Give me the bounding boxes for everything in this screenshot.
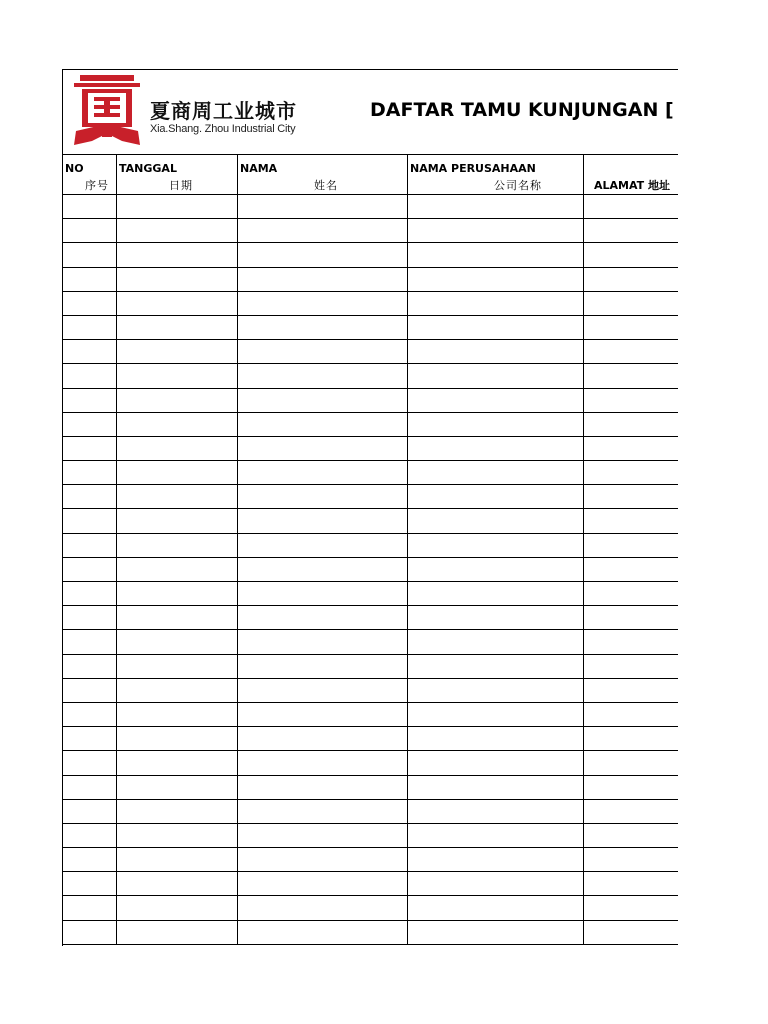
table-cell[interactable]	[238, 896, 408, 920]
table-cell[interactable]	[584, 920, 679, 944]
table-cell[interactable]	[584, 751, 679, 775]
table-cell[interactable]	[584, 243, 679, 267]
table-cell[interactable]	[584, 533, 679, 557]
table-row	[63, 872, 679, 896]
table-cell[interactable]	[63, 848, 117, 872]
table-cell[interactable]	[584, 799, 679, 823]
table-cell[interactable]	[117, 823, 238, 847]
table-cell[interactable]	[63, 195, 117, 219]
table-cell[interactable]	[63, 436, 117, 460]
table-row	[63, 823, 679, 847]
table-cell[interactable]	[63, 775, 117, 799]
table-cell[interactable]	[238, 582, 408, 606]
table-cell[interactable]	[63, 727, 117, 751]
table-cell[interactable]	[584, 823, 679, 847]
table-cell[interactable]	[63, 823, 117, 847]
column-header-tanggal	[117, 155, 238, 195]
table-row	[63, 461, 679, 485]
table-cell[interactable]	[63, 412, 117, 436]
table-cell[interactable]	[408, 775, 584, 799]
table-cell[interactable]	[117, 896, 238, 920]
table-cell[interactable]	[117, 848, 238, 872]
logo-emblem-icon	[72, 75, 142, 147]
column-label-alamat: ALAMAT 地址	[594, 179, 670, 192]
table-cell[interactable]	[117, 533, 238, 557]
table-cell[interactable]	[238, 533, 408, 557]
table-row	[63, 485, 679, 509]
table-row	[63, 412, 679, 436]
table-cell[interactable]	[238, 412, 408, 436]
table-cell[interactable]	[584, 654, 679, 678]
table-cell[interactable]	[238, 195, 408, 219]
table-cell[interactable]	[117, 509, 238, 533]
table-cell[interactable]	[63, 533, 117, 557]
table-cell[interactable]	[584, 340, 679, 364]
table-cell[interactable]	[63, 340, 117, 364]
table-cell[interactable]	[238, 388, 408, 412]
table-cell[interactable]	[584, 606, 679, 630]
table-cell[interactable]	[408, 461, 584, 485]
table-cell[interactable]	[238, 727, 408, 751]
table-cell[interactable]	[117, 678, 238, 702]
table-cell[interactable]	[584, 364, 679, 388]
table-cell[interactable]	[63, 920, 117, 944]
table-cell[interactable]	[238, 219, 408, 243]
table-cell[interactable]	[63, 654, 117, 678]
table-cell[interactable]	[117, 315, 238, 339]
document-title: DAFTAR TAMU KUNJUNGAN [	[370, 99, 674, 121]
table-cell[interactable]	[117, 799, 238, 823]
table-cell[interactable]	[408, 291, 584, 315]
table-cell[interactable]	[408, 920, 584, 944]
table-row	[63, 243, 679, 267]
table-cell[interactable]	[584, 630, 679, 654]
table-row	[63, 896, 679, 920]
table-cell[interactable]	[584, 412, 679, 436]
table-cell[interactable]	[584, 727, 679, 751]
table-row	[63, 582, 679, 606]
table-cell[interactable]	[117, 606, 238, 630]
table-cell[interactable]	[408, 582, 584, 606]
table-cell[interactable]	[408, 654, 584, 678]
table-cell[interactable]	[63, 315, 117, 339]
table-cell[interactable]	[408, 751, 584, 775]
table-cell[interactable]	[408, 630, 584, 654]
table-cell[interactable]	[584, 291, 679, 315]
column-header-alamat	[584, 155, 679, 195]
table-row	[63, 267, 679, 291]
table-cell[interactable]	[117, 388, 238, 412]
company-logo	[72, 75, 302, 149]
table-cell[interactable]	[238, 848, 408, 872]
column-header-no	[63, 155, 117, 195]
table-cell[interactable]	[238, 630, 408, 654]
table-cell[interactable]	[408, 243, 584, 267]
table-cell[interactable]	[63, 267, 117, 291]
table-cell[interactable]	[238, 436, 408, 460]
table-cell[interactable]	[117, 727, 238, 751]
table-cell[interactable]	[238, 267, 408, 291]
table-cell[interactable]	[408, 436, 584, 460]
table-cell[interactable]	[584, 388, 679, 412]
table-cell[interactable]	[584, 702, 679, 726]
table-cell[interactable]	[238, 678, 408, 702]
column-header-nama-perusahaan	[408, 155, 584, 195]
table-cell[interactable]	[584, 582, 679, 606]
table-cell[interactable]	[238, 920, 408, 944]
table-row	[63, 727, 679, 751]
table-cell[interactable]	[238, 654, 408, 678]
table-cell[interactable]	[117, 291, 238, 315]
table-cell[interactable]	[117, 267, 238, 291]
table-cell[interactable]	[117, 775, 238, 799]
table-cell[interactable]	[408, 872, 584, 896]
table-cell[interactable]	[117, 243, 238, 267]
header-band	[62, 69, 678, 155]
table-cell[interactable]	[584, 872, 679, 896]
table-cell[interactable]	[584, 315, 679, 339]
table-cell[interactable]	[63, 896, 117, 920]
table-cell[interactable]	[584, 848, 679, 872]
table-cell[interactable]	[117, 195, 238, 219]
column-label-nama: NAMA	[240, 162, 278, 175]
table-cell[interactable]	[117, 436, 238, 460]
table-cell[interactable]	[408, 702, 584, 726]
table-cell[interactable]	[408, 823, 584, 847]
table-cell[interactable]	[117, 219, 238, 243]
table-row	[63, 219, 679, 243]
table-cell[interactable]	[63, 799, 117, 823]
table-cell[interactable]	[63, 219, 117, 243]
table-cell[interactable]	[238, 509, 408, 533]
table-cell[interactable]	[63, 702, 117, 726]
table-cell[interactable]	[117, 364, 238, 388]
table-cell[interactable]	[238, 799, 408, 823]
logo-english-name: Xia.Shang. Zhou Industrial City	[150, 123, 296, 135]
table-row	[63, 630, 679, 654]
column-sub-no: 序号	[85, 179, 109, 192]
table-row	[63, 654, 679, 678]
table-cell[interactable]	[117, 461, 238, 485]
table-cell[interactable]	[117, 582, 238, 606]
column-sub-tanggal: 日期	[169, 179, 193, 192]
table-row	[63, 606, 679, 630]
table-row	[63, 920, 679, 944]
table-cell[interactable]	[238, 243, 408, 267]
table-cell[interactable]	[238, 606, 408, 630]
table-cell[interactable]	[238, 775, 408, 799]
table-cell[interactable]	[408, 727, 584, 751]
table-cell[interactable]	[117, 412, 238, 436]
table-cell[interactable]	[408, 896, 584, 920]
table-cell[interactable]	[238, 461, 408, 485]
table-cell[interactable]	[408, 388, 584, 412]
table-header-row	[63, 155, 679, 195]
table-cell[interactable]	[584, 485, 679, 509]
table-cell[interactable]	[238, 315, 408, 339]
table-cell[interactable]	[63, 630, 117, 654]
table-cell[interactable]	[584, 896, 679, 920]
table-cell[interactable]	[117, 751, 238, 775]
table-cell[interactable]	[117, 340, 238, 364]
table-cell[interactable]	[117, 557, 238, 581]
table-cell[interactable]	[238, 340, 408, 364]
table-cell[interactable]	[408, 848, 584, 872]
table-row	[63, 436, 679, 460]
table-cell[interactable]	[408, 340, 584, 364]
table-row	[63, 364, 679, 388]
table-row	[63, 315, 679, 339]
table-row	[63, 340, 679, 364]
table-cell[interactable]	[238, 557, 408, 581]
table-row	[63, 799, 679, 823]
table-cell[interactable]	[63, 582, 117, 606]
table-cell[interactable]	[408, 267, 584, 291]
table-row	[63, 678, 679, 702]
table-cell[interactable]	[584, 267, 679, 291]
table-row	[63, 533, 679, 557]
table-cell[interactable]	[117, 630, 238, 654]
table-cell[interactable]	[408, 606, 584, 630]
table-cell[interactable]	[584, 195, 679, 219]
table-cell[interactable]	[408, 533, 584, 557]
table-cell[interactable]	[117, 920, 238, 944]
table-cell[interactable]	[408, 678, 584, 702]
visitor-table	[62, 154, 678, 945]
logo-chinese-name: 夏商周工业城市	[150, 99, 297, 123]
table-cell[interactable]	[63, 509, 117, 533]
table-cell[interactable]	[408, 195, 584, 219]
table-cell[interactable]	[238, 485, 408, 509]
table-cell[interactable]	[63, 485, 117, 509]
column-sub-nama: 姓名	[314, 179, 338, 192]
table-row	[63, 557, 679, 581]
column-label-tanggal: TANGGAL	[119, 162, 177, 175]
table-row	[63, 848, 679, 872]
table-cell[interactable]	[117, 654, 238, 678]
table-cell[interactable]	[408, 799, 584, 823]
table-cell[interactable]	[117, 702, 238, 726]
table-body	[63, 195, 679, 945]
table-cell[interactable]	[238, 823, 408, 847]
table-cell[interactable]	[63, 461, 117, 485]
table-cell[interactable]	[63, 872, 117, 896]
table-cell[interactable]	[63, 388, 117, 412]
table-cell[interactable]	[63, 751, 117, 775]
table-cell[interactable]	[408, 412, 584, 436]
table-cell[interactable]	[408, 219, 584, 243]
table-cell[interactable]	[63, 291, 117, 315]
column-label-nama-perusahaan: NAMA PERUSAHAAN	[410, 162, 536, 175]
table-cell[interactable]	[238, 751, 408, 775]
table-cell[interactable]	[238, 872, 408, 896]
table-cell[interactable]	[408, 485, 584, 509]
column-sub-nama-perusahaan: 公司名称	[494, 179, 542, 192]
table-cell[interactable]	[584, 436, 679, 460]
table-cell[interactable]	[408, 315, 584, 339]
table-cell[interactable]	[238, 291, 408, 315]
table-cell[interactable]	[63, 243, 117, 267]
table-cell[interactable]	[238, 702, 408, 726]
table-row	[63, 388, 679, 412]
table-cell[interactable]	[63, 557, 117, 581]
table-cell[interactable]	[584, 461, 679, 485]
table-cell[interactable]	[584, 219, 679, 243]
table-row	[63, 509, 679, 533]
table-cell[interactable]	[584, 775, 679, 799]
table-cell[interactable]	[117, 872, 238, 896]
table-cell[interactable]	[584, 509, 679, 533]
table-cell[interactable]	[63, 364, 117, 388]
table-cell[interactable]	[408, 364, 584, 388]
table-cell[interactable]	[117, 485, 238, 509]
table-cell[interactable]	[408, 557, 584, 581]
table-row	[63, 775, 679, 799]
table-cell[interactable]	[63, 606, 117, 630]
table-cell[interactable]	[408, 509, 584, 533]
table-cell[interactable]	[584, 557, 679, 581]
table-cell[interactable]	[63, 678, 117, 702]
table-cell[interactable]	[584, 678, 679, 702]
table-row	[63, 751, 679, 775]
table-cell[interactable]	[238, 364, 408, 388]
column-header-nama	[238, 155, 408, 195]
table-row	[63, 195, 679, 219]
table-row	[63, 702, 679, 726]
table-row	[63, 291, 679, 315]
guest-register-sheet	[62, 69, 678, 946]
column-label-no: NO	[65, 162, 84, 175]
